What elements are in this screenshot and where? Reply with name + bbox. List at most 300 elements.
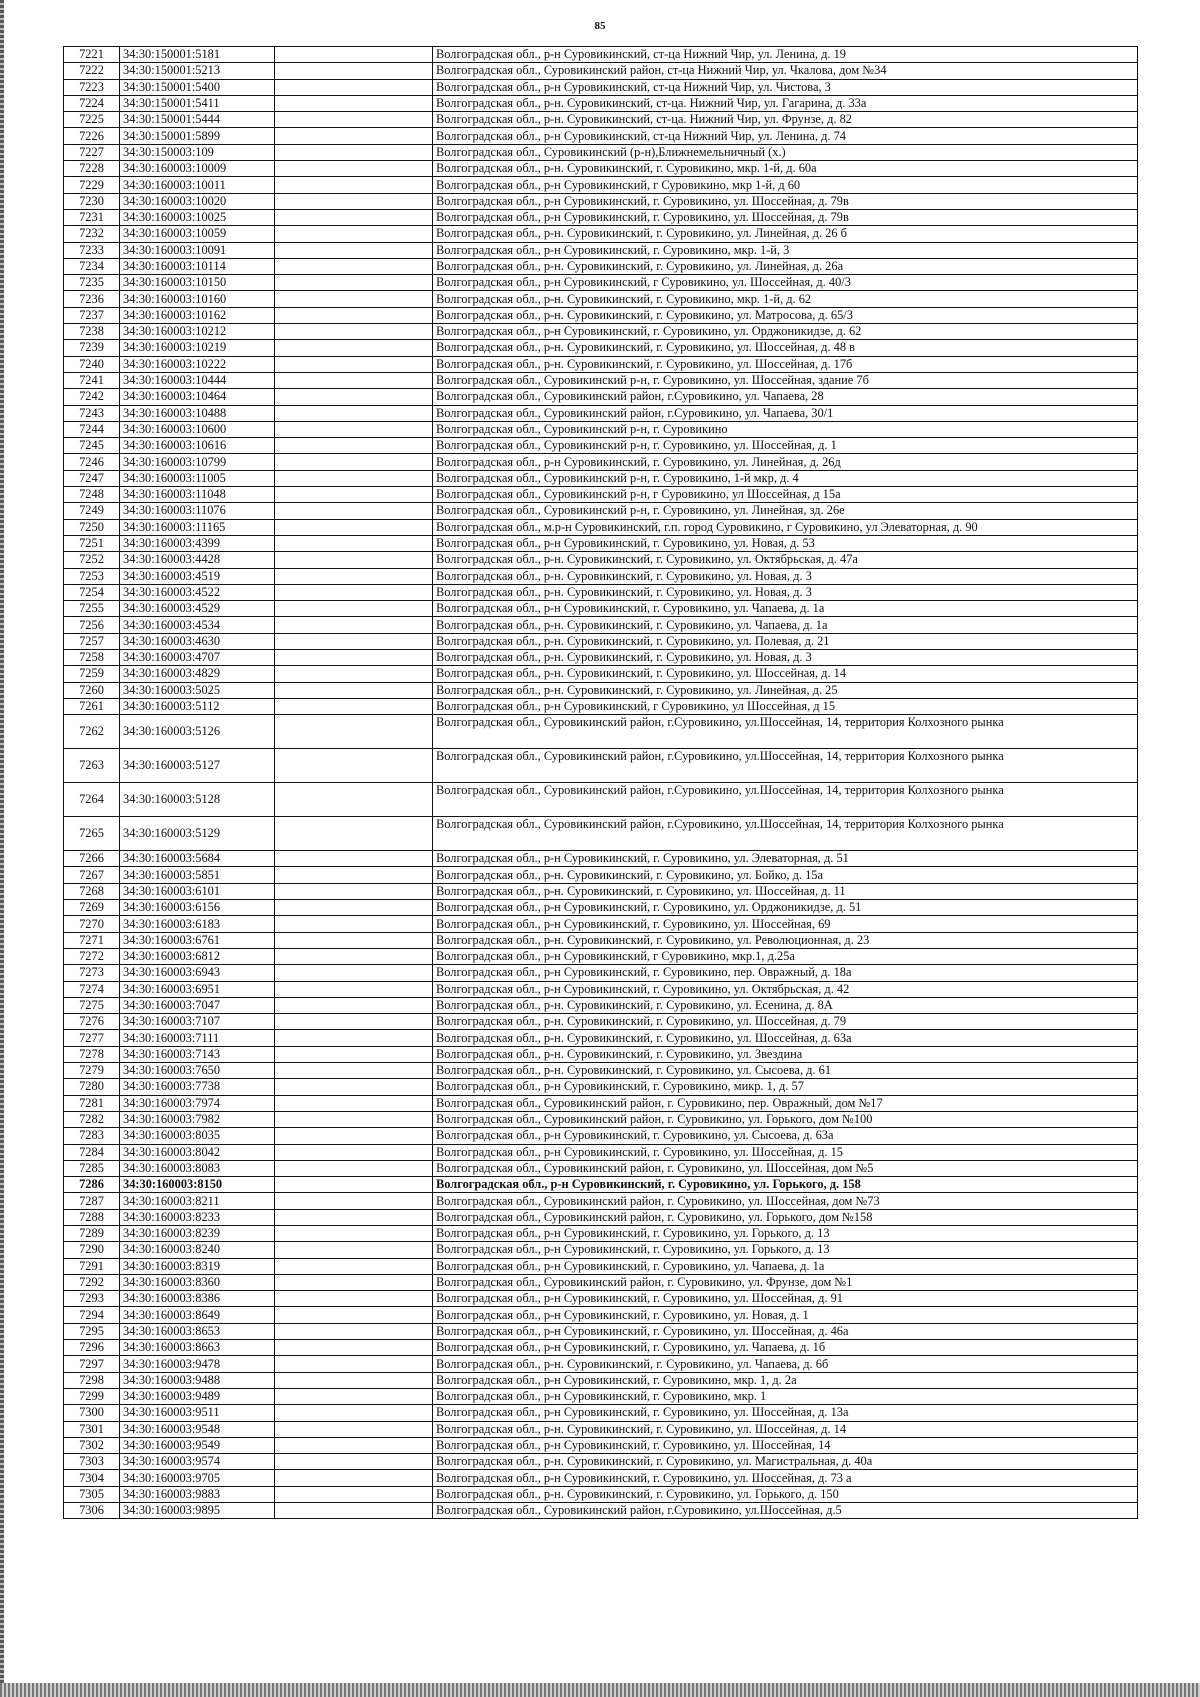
scan-edge-left <box>0 0 4 1697</box>
cadastral-number-cell: 34:30:160003:5129 <box>120 817 275 851</box>
table-row <box>64 1226 1138 1242</box>
address-cell: Волгоградская обл., р-н Суровикинский, г. Суровикино, мкр. 1 <box>433 1388 1138 1404</box>
table-row <box>64 948 1138 964</box>
empty-cell <box>275 783 433 817</box>
table-row <box>64 1111 1138 1127</box>
table-row <box>64 1291 1138 1307</box>
row-number-cell: 7287 <box>64 1193 120 1209</box>
row-number-cell: 7295 <box>64 1323 120 1339</box>
empty-cell <box>275 867 433 883</box>
table-row <box>64 1503 1138 1519</box>
row-number-cell: 7290 <box>64 1242 120 1258</box>
row-number-cell: 7294 <box>64 1307 120 1323</box>
cadastral-number-cell: 34:30:160003:11076 <box>120 503 275 519</box>
empty-cell <box>275 438 433 454</box>
cadastral-number-cell: 34:30:160003:10444 <box>120 372 275 388</box>
empty-cell <box>275 1421 433 1437</box>
cadastral-number-cell: 34:30:160003:5684 <box>120 851 275 867</box>
row-number-cell: 7253 <box>64 568 120 584</box>
table-row <box>64 226 1138 242</box>
table-row <box>64 883 1138 899</box>
row-number-cell: 7273 <box>64 965 120 981</box>
cadastral-number-cell: 34:30:160003:5025 <box>120 682 275 698</box>
row-number-cell: 7233 <box>64 242 120 258</box>
empty-cell <box>275 649 433 665</box>
table-row <box>64 867 1138 883</box>
empty-cell <box>275 965 433 981</box>
cadastral-number-cell: 34:30:150001:5213 <box>120 63 275 79</box>
row-number-cell: 7284 <box>64 1144 120 1160</box>
address-cell: Волгоградская обл., р-н Суровикинский, ст-ца Нижний Чир, ул. Ленина, д. 19 <box>433 47 1138 63</box>
table-row <box>64 1421 1138 1437</box>
address-cell: Волгоградская обл., р-н. Суровикинский, г. Суровикино, ул. Линейная, д. 26а <box>433 258 1138 274</box>
table-row <box>64 161 1138 177</box>
row-number-cell: 7270 <box>64 916 120 932</box>
table-row <box>64 1046 1138 1062</box>
table-row <box>64 275 1138 291</box>
cadastral-number-cell: 34:30:160003:8663 <box>120 1340 275 1356</box>
table-row <box>64 568 1138 584</box>
address-cell: Волгоградская обл., р-н Суровикинский, г Суровикино, мкр.1, д.25а <box>433 948 1138 964</box>
empty-cell <box>275 948 433 964</box>
empty-cell <box>275 1454 433 1470</box>
cadastral-number-cell: 34:30:160003:9478 <box>120 1356 275 1372</box>
cadastral-number-cell: 34:30:160003:7738 <box>120 1079 275 1095</box>
address-cell: Волгоградская обл., Суровикинский район, г. Суровикино, пер. Овражный, дом №17 <box>433 1095 1138 1111</box>
address-cell: Волгоградская обл., р-н Суровикинский, г. Суровикино, ул. Шоссейная, д. 13а <box>433 1405 1138 1421</box>
address-cell: Волгоградская обл., р-н Суровикинский, г. Суровикино, ул. Горького, д. 13 <box>433 1226 1138 1242</box>
empty-cell <box>275 1340 433 1356</box>
row-number-cell: 7283 <box>64 1128 120 1144</box>
table-row <box>64 389 1138 405</box>
address-cell: Волгоградская обл., Суровикинский р-н, г. Суровикино, 1-й мкр, д. 4 <box>433 470 1138 486</box>
address-cell: Волгоградская обл., Суровикинский район, г. Суровикино, ул. Горького, дом №100 <box>433 1111 1138 1127</box>
address-cell: Волгоградская обл., р-н. Суровикинский, г. Суровикино, ул. Новая, д. 3 <box>433 584 1138 600</box>
cadastral-number-cell: 34:30:160003:6183 <box>120 916 275 932</box>
row-number-cell: 7242 <box>64 389 120 405</box>
cadastral-number-cell: 34:30:160003:10212 <box>120 324 275 340</box>
row-number-cell: 7221 <box>64 47 120 63</box>
table-row <box>64 1014 1138 1030</box>
empty-cell <box>275 1470 433 1486</box>
cadastral-number-cell: 34:30:160003:9548 <box>120 1421 275 1437</box>
empty-cell <box>275 128 433 144</box>
empty-cell <box>275 340 433 356</box>
row-number-cell: 7232 <box>64 226 120 242</box>
table-row <box>64 519 1138 535</box>
empty-cell <box>275 405 433 421</box>
address-cell: Волгоградская обл., р-н. Суровикинский, г. Суровикино, ул. Есенина, д. 8А <box>433 997 1138 1013</box>
row-number-cell: 7255 <box>64 601 120 617</box>
empty-cell <box>275 193 433 209</box>
row-number-cell: 7275 <box>64 997 120 1013</box>
table-row <box>64 851 1138 867</box>
table-row <box>64 421 1138 437</box>
address-cell: Волгоградская обл., Суровикинский р-н, г. Суровикино, ул. Шоссейная, д. 1 <box>433 438 1138 454</box>
cadastral-number-cell: 34:30:160003:6812 <box>120 948 275 964</box>
empty-cell <box>275 715 433 749</box>
table-row <box>64 1470 1138 1486</box>
table-row <box>64 209 1138 225</box>
address-cell: Волгоградская обл., р-н. Суровикинский, г. Суровикино, ул. Матросова, д. 65/3 <box>433 307 1138 323</box>
address-cell: Волгоградская обл., р-н. Суровикинский, г. Суровикино, ул. Шоссейная, д. 11 <box>433 883 1138 899</box>
address-cell: Волгоградская обл., р-н Суровикинский, г. Суровикино, ул. Линейная, д. 26д <box>433 454 1138 470</box>
cadastral-number-cell: 34:30:160003:9574 <box>120 1454 275 1470</box>
table-row <box>64 1144 1138 1160</box>
cadastral-number-cell: 34:30:160003:4522 <box>120 584 275 600</box>
address-cell: Волгоградская обл., р-н. Суровикинский, г. Суровикино, ул. Революционная, д. 23 <box>433 932 1138 948</box>
address-cell: Волгоградская обл., Суровикинский р-н, г. Суровикино, ул. Линейная, зд. 26е <box>433 503 1138 519</box>
cadastral-number-cell: 34:30:160003:5112 <box>120 698 275 714</box>
empty-cell <box>275 633 433 649</box>
address-cell: Волгоградская обл., р-н. Суровикинский, г. Суровикино, ул. Звездина <box>433 1046 1138 1062</box>
address-cell: Волгоградская обл., р-н. Суровикинский, г. Суровикино, ул. Линейная, д. 25 <box>433 682 1138 698</box>
address-cell: Волгоградская обл., р-н Суровикинский, г. Суровикино, ул. Горького, д. 13 <box>433 1242 1138 1258</box>
empty-cell <box>275 1503 433 1519</box>
table-row <box>64 193 1138 209</box>
row-number-cell: 7230 <box>64 193 120 209</box>
row-number-cell: 7304 <box>64 1470 120 1486</box>
table-row <box>64 1030 1138 1046</box>
row-number-cell: 7256 <box>64 617 120 633</box>
cadastral-number-cell: 34:30:160003:10488 <box>120 405 275 421</box>
cadastral-number-cell: 34:30:160003:7111 <box>120 1030 275 1046</box>
cadastral-number-cell: 34:30:160003:6101 <box>120 883 275 899</box>
empty-cell <box>275 981 433 997</box>
empty-cell <box>275 177 433 193</box>
empty-cell <box>275 372 433 388</box>
address-cell: Волгоградская обл., р-н Суровикинский, г. Суровикино, ул. Новая, д. 53 <box>433 535 1138 551</box>
address-cell: Волгоградская обл., р-н Суровикинский, г. Суровикино, ул. Сысоева, д. 63а <box>433 1128 1138 1144</box>
cadastral-number-cell: 34:30:160003:8035 <box>120 1128 275 1144</box>
address-cell: Волгоградская обл., р-н Суровикинский, г. Суровикино, ул. Октябрьская, д. 42 <box>433 981 1138 997</box>
cadastral-number-cell: 34:30:160003:10219 <box>120 340 275 356</box>
cadastral-number-cell: 34:30:160003:7650 <box>120 1063 275 1079</box>
address-cell: Волгоградская обл., р-н. Суровикинский, г. Суровикино, ул. Магистральная, д. 40а <box>433 1454 1138 1470</box>
table-row <box>64 617 1138 633</box>
row-number-cell: 7301 <box>64 1421 120 1437</box>
address-cell: Волгоградская обл., Суровикинский район, г.Суровикино, ул.Шоссейная, 14, территория Колхозного рынка <box>433 715 1138 749</box>
row-number-cell: 7267 <box>64 867 120 883</box>
address-cell: Волгоградская обл., р-н. Суровикинский, г. Суровикино, ул. Сысоева, д. 61 <box>433 1063 1138 1079</box>
address-cell: Волгоградская обл., р-н Суровикинский, г. Суровикино, ул. Шоссейная, д. 73 а <box>433 1470 1138 1486</box>
row-number-cell: 7244 <box>64 421 120 437</box>
address-cell: Волгоградская обл., р-н. Суровикинский, г. Суровикино, ул. Полевая, д. 21 <box>433 633 1138 649</box>
registry-body <box>64 47 1138 1519</box>
table-row <box>64 1063 1138 1079</box>
row-number-cell: 7276 <box>64 1014 120 1030</box>
table-row <box>64 649 1138 665</box>
cadastral-number-cell: 34:30:160003:4829 <box>120 666 275 682</box>
cadastral-number-cell: 34:30:160003:6761 <box>120 932 275 948</box>
cadastral-number-cell: 34:30:160003:10799 <box>120 454 275 470</box>
row-number-cell: 7251 <box>64 535 120 551</box>
table-row <box>64 965 1138 981</box>
row-number-cell: 7235 <box>64 275 120 291</box>
address-cell: Волгоградская обл., р-н Суровикинский, г. Суровикино, ул. Новая, д. 1 <box>433 1307 1138 1323</box>
row-number-cell: 7229 <box>64 177 120 193</box>
row-number-cell: 7296 <box>64 1340 120 1356</box>
address-cell: Волгоградская обл., р-н. Суровикинский, ст-ца. Нижний Чир, ул. Гагарина, д. 33а <box>433 95 1138 111</box>
empty-cell <box>275 144 433 160</box>
empty-cell <box>275 1356 433 1372</box>
table-row <box>64 356 1138 372</box>
table-row <box>64 372 1138 388</box>
cadastral-number-cell: 34:30:160003:9895 <box>120 1503 275 1519</box>
address-cell: Волгоградская обл., р-н. Суровикинский, г. Суровикино, ул. Чапаева, д. 1а <box>433 617 1138 633</box>
cadastral-number-cell: 34:30:160003:10150 <box>120 275 275 291</box>
table-row <box>64 1209 1138 1225</box>
empty-cell <box>275 1437 433 1453</box>
cadastral-number-cell: 34:30:160003:7047 <box>120 997 275 1013</box>
empty-cell <box>275 682 433 698</box>
cadastral-number-cell: 34:30:160003:10091 <box>120 242 275 258</box>
address-cell: Волгоградская обл., р-н Суровикинский, г. Суровикино, ул. Чапаева, д. 1а <box>433 1258 1138 1274</box>
table-row <box>64 633 1138 649</box>
cadastral-number-cell: 34:30:160003:8649 <box>120 1307 275 1323</box>
table-row <box>64 666 1138 682</box>
empty-cell <box>275 258 433 274</box>
table-row <box>64 1258 1138 1274</box>
address-cell: Волгоградская обл., р-н. Суровикинский, г. Суровикино, ул. Шоссейная, д. 17б <box>433 356 1138 372</box>
row-number-cell: 7271 <box>64 932 120 948</box>
cadastral-number-cell: 34:30:160003:11048 <box>120 487 275 503</box>
address-cell: Волгоградская обл., р-н Суровикинский, г. Суровикино, микр. 1, д. 57 <box>433 1079 1138 1095</box>
cadastral-number-cell: 34:30:160003:4529 <box>120 601 275 617</box>
address-cell: Волгоградская обл., Суровикинский р-н, г. Суровикино, ул. Шоссейная, здание 7б <box>433 372 1138 388</box>
empty-cell <box>275 584 433 600</box>
row-number-cell: 7282 <box>64 1111 120 1127</box>
row-number-cell: 7274 <box>64 981 120 997</box>
row-number-cell: 7268 <box>64 883 120 899</box>
cadastral-number-cell: 34:30:160003:9705 <box>120 1470 275 1486</box>
row-number-cell: 7286 <box>64 1177 120 1193</box>
cadastral-number-cell: 34:30:160003:9489 <box>120 1388 275 1404</box>
cadastral-number-cell: 34:30:160003:10616 <box>120 438 275 454</box>
cadastral-number-cell: 34:30:150001:5411 <box>120 95 275 111</box>
table-row <box>64 1356 1138 1372</box>
empty-cell <box>275 389 433 405</box>
empty-cell <box>275 63 433 79</box>
empty-cell <box>275 1291 433 1307</box>
row-number-cell: 7252 <box>64 552 120 568</box>
address-cell: Волгоградская обл., р-н. Суровикинский, г. Суровикино, ул. Шоссейная, д. 79 <box>433 1014 1138 1030</box>
cadastral-number-cell: 34:30:160003:6156 <box>120 900 275 916</box>
row-number-cell: 7231 <box>64 209 120 225</box>
row-number-cell: 7227 <box>64 144 120 160</box>
row-number-cell: 7289 <box>64 1226 120 1242</box>
cadastral-number-cell: 34:30:150001:5400 <box>120 79 275 95</box>
empty-cell <box>275 1177 433 1193</box>
cadastral-number-cell: 34:30:160003:4428 <box>120 552 275 568</box>
cadastral-number-cell: 34:30:160003:10162 <box>120 307 275 323</box>
address-cell: Волгоградская обл., м.р-н Суровикинский, г.п. город Суровикино, г Суровикино, ул Элеваторная, д. 90 <box>433 519 1138 535</box>
empty-cell <box>275 916 433 932</box>
row-number-cell: 7272 <box>64 948 120 964</box>
table-row <box>64 47 1138 63</box>
table-row <box>64 584 1138 600</box>
table-row <box>64 324 1138 340</box>
table-row <box>64 340 1138 356</box>
row-number-cell: 7246 <box>64 454 120 470</box>
address-cell: Волгоградская обл., р-н Суровикинский, г. Суровикино, ул. Орджоникидзе, д. 51 <box>433 900 1138 916</box>
row-number-cell: 7257 <box>64 633 120 649</box>
empty-cell <box>275 275 433 291</box>
property-registry-table <box>63 46 1138 1519</box>
row-number-cell: 7292 <box>64 1274 120 1290</box>
address-cell: Волгоградская обл., р-н. Суровикинский, г. Суровикино, ул. Бойко, д. 15а <box>433 867 1138 883</box>
table-row <box>64 487 1138 503</box>
address-cell: Волгоградская обл., р-н. Суровикинский, г. Суровикино, ул. Шоссейная, д. 14 <box>433 1421 1138 1437</box>
row-number-cell: 7278 <box>64 1046 120 1062</box>
table-row <box>64 258 1138 274</box>
empty-cell <box>275 1193 433 1209</box>
table-row <box>64 1340 1138 1356</box>
address-cell: Волгоградская обл., р-н Суровикинский, г. Суровикино, ул. Орджоникидзе, д. 62 <box>433 324 1138 340</box>
table-row <box>64 454 1138 470</box>
empty-cell <box>275 932 433 948</box>
address-cell: Волгоградская обл., р-н Суровикинский, г. Суровикино, ул. Шоссейная, д. 79в <box>433 209 1138 225</box>
row-number-cell: 7293 <box>64 1291 120 1307</box>
table-row <box>64 817 1138 851</box>
empty-cell <box>275 1046 433 1062</box>
address-cell: Волгоградская обл., Суровикинский район, г.Суровикино, ул.Шоссейная, 14, территория Колхозного рынка <box>433 749 1138 783</box>
empty-cell <box>275 666 433 682</box>
empty-cell <box>275 1405 433 1421</box>
empty-cell <box>275 1111 433 1127</box>
table-row <box>64 1160 1138 1176</box>
row-number-cell: 7285 <box>64 1160 120 1176</box>
empty-cell <box>275 1258 433 1274</box>
table-row <box>64 438 1138 454</box>
row-number-cell: 7260 <box>64 682 120 698</box>
row-number-cell: 7279 <box>64 1063 120 1079</box>
row-number-cell: 7223 <box>64 79 120 95</box>
cadastral-number-cell: 34:30:160003:4534 <box>120 617 275 633</box>
cadastral-number-cell: 34:30:160003:4630 <box>120 633 275 649</box>
table-row <box>64 1095 1138 1111</box>
row-number-cell: 7264 <box>64 783 120 817</box>
empty-cell <box>275 503 433 519</box>
table-row <box>64 503 1138 519</box>
empty-cell <box>275 487 433 503</box>
table-row <box>64 900 1138 916</box>
row-number-cell: 7234 <box>64 258 120 274</box>
row-number-cell: 7248 <box>64 487 120 503</box>
cadastral-number-cell: 34:30:160003:11165 <box>120 519 275 535</box>
cadastral-number-cell: 34:30:160003:8240 <box>120 1242 275 1258</box>
cadastral-number-cell: 34:30:160003:5126 <box>120 715 275 749</box>
row-number-cell: 7224 <box>64 95 120 111</box>
cadastral-number-cell: 34:30:160003:8042 <box>120 1144 275 1160</box>
address-cell: Волгоградская обл., Суровикинский р-н, г. Суровикино <box>433 421 1138 437</box>
table-row <box>64 405 1138 421</box>
empty-cell <box>275 997 433 1013</box>
table-row <box>64 128 1138 144</box>
address-cell: Волгоградская обл., р-н Суровикинский, г Суровикино, ул. Шоссейная, д. 40/3 <box>433 275 1138 291</box>
empty-cell <box>275 1323 433 1339</box>
table-row <box>64 682 1138 698</box>
table-row <box>64 601 1138 617</box>
table-row <box>64 1274 1138 1290</box>
row-number-cell: 7258 <box>64 649 120 665</box>
cadastral-number-cell: 34:30:150001:5181 <box>120 47 275 63</box>
row-number-cell: 7228 <box>64 161 120 177</box>
empty-cell <box>275 883 433 899</box>
row-number-cell: 7265 <box>64 817 120 851</box>
cadastral-number-cell: 34:30:160003:10222 <box>120 356 275 372</box>
table-row <box>64 79 1138 95</box>
address-cell: Волгоградская обл., р-н. Суровикинский, г. Суровикино, ул. Новая, д. 3 <box>433 568 1138 584</box>
empty-cell <box>275 47 433 63</box>
row-number-cell: 7300 <box>64 1405 120 1421</box>
cadastral-number-cell: 34:30:150001:5899 <box>120 128 275 144</box>
row-number-cell: 7245 <box>64 438 120 454</box>
cadastral-number-cell: 34:30:160003:7982 <box>120 1111 275 1127</box>
empty-cell <box>275 421 433 437</box>
empty-cell <box>275 242 433 258</box>
row-number-cell: 7302 <box>64 1437 120 1453</box>
cadastral-number-cell: 34:30:160003:6943 <box>120 965 275 981</box>
cadastral-number-cell: 34:30:160003:8083 <box>120 1160 275 1176</box>
table-row <box>64 291 1138 307</box>
empty-cell <box>275 161 433 177</box>
row-number-cell: 7247 <box>64 470 120 486</box>
address-cell: Волгоградская обл., Суровикинский район, г.Суровикино, ул.Шоссейная, д.5 <box>433 1503 1138 1519</box>
table-row <box>64 307 1138 323</box>
cadastral-number-cell: 34:30:160003:10059 <box>120 226 275 242</box>
cadastral-number-cell: 34:30:160003:8239 <box>120 1226 275 1242</box>
row-number-cell: 7277 <box>64 1030 120 1046</box>
scan-edge-bottom <box>0 1683 1200 1697</box>
empty-cell <box>275 291 433 307</box>
row-number-cell: 7249 <box>64 503 120 519</box>
address-cell: Волгоградская обл., р-н Суровикинский, г. Суровикино, ул. Шоссейная, д. 79в <box>433 193 1138 209</box>
table-row <box>64 242 1138 258</box>
cadastral-number-cell: 34:30:160003:4707 <box>120 649 275 665</box>
empty-cell <box>275 601 433 617</box>
table-row <box>64 715 1138 749</box>
table-row <box>64 749 1138 783</box>
table-row <box>64 698 1138 714</box>
address-cell: Волгоградская обл., Суровикинский район, г. Суровикино, ул. Фрунзе, дом №1 <box>433 1274 1138 1290</box>
address-cell: Волгоградская обл., р-н Суровикинский, г. Суровикино, ул. Шоссейная, д. 15 <box>433 1144 1138 1160</box>
row-number-cell: 7250 <box>64 519 120 535</box>
empty-cell <box>275 209 433 225</box>
table-row <box>64 63 1138 79</box>
address-cell: Волгоградская обл., р-н Суровикинский, ст-ца Нижний Чир, ул. Чистова, 3 <box>433 79 1138 95</box>
empty-cell <box>275 535 433 551</box>
row-number-cell: 7306 <box>64 1503 120 1519</box>
address-cell: Волгоградская обл., р-н. Суровикинский, г. Суровикино, ул. Шоссейная, д. 48 в <box>433 340 1138 356</box>
empty-cell <box>275 817 433 851</box>
address-cell: Волгоградская обл., р-н. Суровикинский, г. Суровикино, ул. Чапаева, д. 6б <box>433 1356 1138 1372</box>
row-number-cell: 7254 <box>64 584 120 600</box>
address-cell: Волгоградская обл., Суровикинский район, г. Суровикино, ул. Шоссейная, дом №5 <box>433 1160 1138 1176</box>
address-cell: Волгоградская обл., р-н Суровикинский, г. Суровикино, ул. Горького, д. 158 <box>433 1177 1138 1193</box>
row-number-cell: 7303 <box>64 1454 120 1470</box>
address-cell: Волгоградская обл., р-н Суровикинский, г. Суровикино, ул. Элеваторная, д. 51 <box>433 851 1138 867</box>
empty-cell <box>275 454 433 470</box>
row-number-cell: 7305 <box>64 1486 120 1502</box>
cadastral-number-cell: 34:30:160003:7143 <box>120 1046 275 1062</box>
cadastral-number-cell: 34:30:150001:5444 <box>120 112 275 128</box>
empty-cell <box>275 1030 433 1046</box>
row-number-cell: 7291 <box>64 1258 120 1274</box>
row-number-cell: 7241 <box>64 372 120 388</box>
empty-cell <box>275 1307 433 1323</box>
cadastral-number-cell: 34:30:160003:7974 <box>120 1095 275 1111</box>
